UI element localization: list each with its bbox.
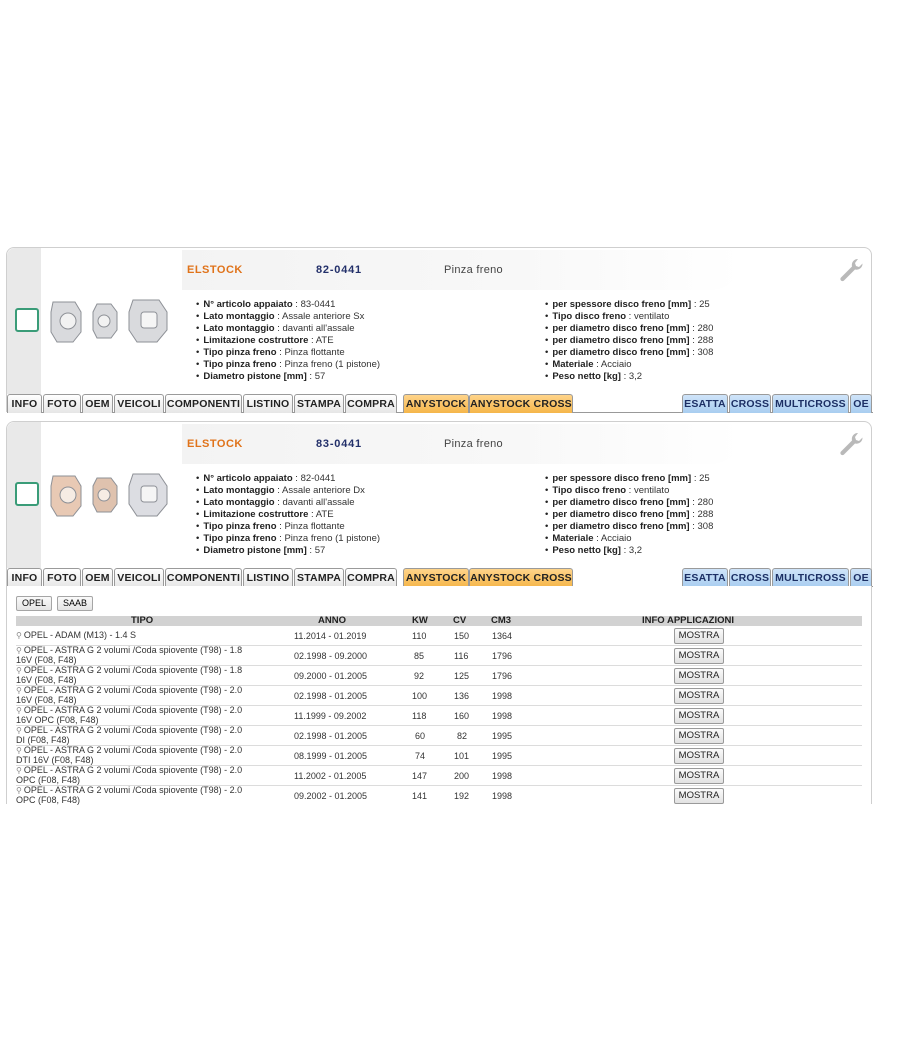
row-tipo: ⚲ OPEL - ASTRA G 2 volumi /Coda spiovente (T98) - 2.0 OPC (F08, F48) bbox=[16, 785, 243, 805]
search-icon: ⚲ bbox=[16, 646, 22, 655]
attribute-item: • Tipo pinza freno : Pinza freno (1 pistone) bbox=[196, 533, 380, 545]
row-cm3: 1998 bbox=[492, 691, 513, 701]
attribute-item: • Materiale : Acciaio bbox=[545, 359, 713, 371]
tab-compra[interactable]: COMPRA bbox=[345, 394, 397, 413]
row-kw: 110 bbox=[412, 631, 427, 641]
row-tipo: ⚲ OPEL - ASTRA G 2 volumi /Coda spiovente (T98) - 2.0 OPC (F08, F48) bbox=[16, 765, 243, 785]
row-cv: 116 bbox=[454, 651, 469, 661]
tab-cross[interactable]: CROSS bbox=[729, 568, 771, 587]
mostra-button[interactable]: MOSTRA bbox=[674, 728, 724, 744]
row-tipo: ⚲ OPEL - ASTRA G 2 volumi /Coda spiovente (T98) - 1.8 16V (F08, F48) bbox=[16, 665, 243, 685]
row-anno: 11.2014 - 01.2019 bbox=[294, 631, 367, 641]
row-cm3: 1796 bbox=[492, 651, 513, 661]
tab-oe[interactable]: OE bbox=[850, 394, 872, 413]
row-cm3: 1998 bbox=[492, 771, 513, 781]
search-icon: ⚲ bbox=[16, 766, 22, 775]
tab-componenti[interactable]: COMPONENTI bbox=[165, 394, 242, 413]
mostra-button[interactable]: MOSTRA bbox=[674, 708, 724, 724]
row-cv: 192 bbox=[454, 791, 470, 801]
row-kw: 100 bbox=[412, 691, 428, 701]
row-tipo: ⚲ OPEL - ASTRA G 2 volumi /Coda spiovente (T98) - 2.0 16V (F08, F48) bbox=[16, 685, 243, 705]
tab-multicross[interactable]: MULTICROSS bbox=[772, 394, 849, 413]
attribute-item: • Tipo pinza freno : Pinza flottante bbox=[196, 521, 380, 533]
article-card bbox=[6, 421, 872, 586]
attribute-item: • per spessore disco freno [mm] : 25 bbox=[545, 299, 713, 311]
search-icon: ⚲ bbox=[16, 666, 22, 675]
row-kw: 141 bbox=[412, 791, 428, 801]
brand-name[interactable]: ELSTOCK bbox=[187, 264, 243, 276]
mostra-button[interactable]: MOSTRA bbox=[674, 768, 724, 784]
attribute-item: • Lato montaggio : Assale anteriore Dx bbox=[196, 485, 380, 497]
attribute-item: • Tipo disco freno : ventilato bbox=[545, 485, 713, 497]
row-tipo: ⚲ OPEL - ASTRA G 2 volumi /Coda spiovente (T98) - 2.0 DI (F08, F48) bbox=[16, 725, 243, 745]
row-cm3: 1796 bbox=[492, 671, 513, 681]
article-description: Pinza freno bbox=[444, 438, 503, 450]
article-attributes-left bbox=[196, 299, 380, 383]
row-cv: 82 bbox=[457, 731, 468, 741]
search-icon: ⚲ bbox=[16, 686, 22, 695]
row-kw: 85 bbox=[414, 651, 425, 661]
wrench-icon[interactable] bbox=[837, 256, 865, 284]
attribute-item: • Lato montaggio : Assale anteriore Sx bbox=[196, 311, 380, 323]
attribute-item: • Limitazione costruttore : ATE bbox=[196, 335, 380, 347]
wrench-icon[interactable] bbox=[837, 430, 865, 458]
column-header-anno: ANNO bbox=[318, 615, 346, 626]
product-image[interactable] bbox=[49, 468, 173, 520]
row-cm3: 1998 bbox=[492, 791, 513, 801]
row-anno: 02.1998 - 09.2000 bbox=[294, 651, 368, 661]
table-row bbox=[16, 726, 862, 746]
tab-anystock-cross[interactable]: ANYSTOCK CROSS bbox=[469, 394, 573, 413]
search-icon: ⚲ bbox=[16, 631, 22, 640]
brand-name[interactable]: ELSTOCK bbox=[187, 438, 243, 450]
row-anno: 11.1999 - 09.2002 bbox=[294, 711, 367, 721]
article-tab-bar bbox=[7, 394, 873, 413]
row-tipo: ⚲ OPEL - ASTRA G 2 volumi /Coda spiovente (T98) - 2.0 16V OPC (F08, F48) bbox=[16, 705, 243, 725]
tab-stampa[interactable]: STAMPA bbox=[294, 568, 344, 587]
article-attributes-left bbox=[196, 473, 380, 557]
table-row bbox=[16, 746, 862, 766]
attribute-item: • Lato montaggio : davanti all'assale bbox=[196, 323, 380, 335]
mostra-button[interactable]: MOSTRA bbox=[674, 648, 724, 664]
table-row bbox=[16, 786, 862, 804]
mostra-button[interactable]: MOSTRA bbox=[674, 668, 724, 684]
tab-esatta[interactable]: ESATTA bbox=[682, 394, 728, 413]
make-filter-saab[interactable]: SAAB bbox=[57, 596, 93, 611]
attribute-item: • per diametro disco freno [mm] : 308 bbox=[545, 347, 713, 359]
row-tipo: ⚲ OPEL - ASTRA G 2 volumi /Coda spiovente (T98) - 2.0 DTI 16V (F08, F48) bbox=[16, 745, 243, 765]
table-row bbox=[16, 766, 862, 786]
tab-listino[interactable]: LISTINO bbox=[243, 394, 293, 413]
row-anno: 09.2000 - 01.2005 bbox=[294, 671, 368, 681]
row-kw: 74 bbox=[415, 751, 426, 761]
article-attributes-right bbox=[545, 299, 713, 383]
row-cv: 101 bbox=[454, 751, 470, 761]
attribute-item: • Diametro pistone [mm] : 57 bbox=[196, 545, 380, 557]
tab-foto[interactable]: FOTO bbox=[43, 394, 81, 413]
attribute-item: • per diametro disco freno [mm] : 280 bbox=[545, 323, 713, 335]
row-anno: 11.2002 - 01.2005 bbox=[294, 771, 367, 781]
attribute-item: • per diametro disco freno [mm] : 308 bbox=[545, 521, 713, 533]
row-tipo: ⚲ OPEL - ASTRA G 2 volumi /Coda spiovente (T98) - 1.8 16V (F08, F48) bbox=[16, 645, 243, 665]
select-article-checkbox[interactable] bbox=[15, 308, 39, 332]
row-cv: 136 bbox=[454, 691, 470, 701]
attribute-item: • per diametro disco freno [mm] : 280 bbox=[545, 497, 713, 509]
row-anno: 02.1998 - 01.2005 bbox=[294, 731, 368, 741]
row-cm3: 1364 bbox=[492, 631, 513, 641]
select-article-checkbox[interactable] bbox=[15, 482, 39, 506]
row-kw: 118 bbox=[412, 711, 427, 721]
attribute-item: • Diametro pistone [mm] : 57 bbox=[196, 371, 380, 383]
tab-multicross[interactable]: MULTICROSS bbox=[772, 568, 849, 587]
tab-cross[interactable]: CROSS bbox=[729, 394, 771, 413]
attribute-item: • N° articolo appaiato : 83-0441 bbox=[196, 299, 380, 311]
row-cm3: 1995 bbox=[492, 731, 513, 741]
article-attributes-right bbox=[545, 473, 713, 557]
attribute-item: • Tipo pinza freno : Pinza flottante bbox=[196, 347, 380, 359]
search-icon: ⚲ bbox=[16, 746, 22, 755]
tab-oem[interactable]: OEM bbox=[82, 394, 113, 413]
tab-oem[interactable]: OEM bbox=[82, 568, 113, 587]
attribute-item: • Lato montaggio : davanti all'assale bbox=[196, 497, 380, 509]
row-anno: 02.1998 - 01.2005 bbox=[294, 691, 368, 701]
row-anno: 08.1999 - 01.2005 bbox=[294, 751, 368, 761]
column-header-tipo: TIPO bbox=[131, 615, 154, 626]
tab-compra[interactable]: COMPRA bbox=[345, 568, 397, 587]
search-icon: ⚲ bbox=[16, 786, 22, 795]
row-kw: 60 bbox=[415, 731, 426, 741]
attribute-item: • Tipo disco freno : ventilato bbox=[545, 311, 713, 323]
row-cm3: 1998 bbox=[492, 711, 513, 721]
column-header-cv: CV bbox=[453, 615, 467, 626]
tab-anystock-cross[interactable]: ANYSTOCK CROSS bbox=[469, 568, 573, 587]
attribute-item: • Tipo pinza freno : Pinza freno (1 pistone) bbox=[196, 359, 380, 371]
mostra-button[interactable]: MOSTRA bbox=[674, 748, 724, 764]
make-filter-opel[interactable]: OPEL bbox=[16, 596, 52, 611]
tab-stampa[interactable]: STAMPA bbox=[294, 394, 344, 413]
applications-table-header bbox=[16, 616, 862, 626]
column-header-cm3: CM3 bbox=[491, 615, 512, 626]
tab-oe[interactable]: OE bbox=[850, 568, 872, 587]
mostra-button[interactable]: MOSTRA bbox=[674, 688, 724, 704]
search-icon: ⚲ bbox=[16, 726, 22, 735]
table-row bbox=[16, 626, 862, 646]
article-description: Pinza freno bbox=[444, 264, 503, 276]
attribute-item: • per diametro disco freno [mm] : 288 bbox=[545, 509, 713, 521]
attribute-item: • Limitazione costruttore : ATE bbox=[196, 509, 380, 521]
tab-info[interactable]: INFO bbox=[7, 568, 42, 587]
article-number[interactable]: 83-0441 bbox=[316, 438, 362, 450]
table-row bbox=[16, 666, 862, 686]
attribute-item: • Peso netto [kg] : 3,2 bbox=[545, 371, 713, 383]
row-cv: 125 bbox=[454, 671, 470, 681]
tab-veicoli[interactable]: VEICOLI bbox=[114, 394, 164, 413]
article-number[interactable]: 82-0441 bbox=[316, 264, 362, 276]
tab-esatta[interactable]: ESATTA bbox=[682, 568, 728, 587]
attribute-item: • Peso netto [kg] : 3,2 bbox=[545, 545, 713, 557]
row-cv: 200 bbox=[454, 771, 470, 781]
attribute-item: • Materiale : Acciaio bbox=[545, 533, 713, 545]
tab-foto[interactable]: FOTO bbox=[43, 568, 81, 587]
mostra-button[interactable]: MOSTRA bbox=[674, 788, 724, 804]
tab-veicoli[interactable]: VEICOLI bbox=[114, 568, 164, 587]
table-row bbox=[16, 646, 862, 666]
column-header-info-applicazioni: INFO APPLICAZIONI bbox=[642, 615, 735, 626]
table-row bbox=[16, 706, 862, 726]
tab-info[interactable]: INFO bbox=[7, 394, 42, 413]
tab-componenti[interactable]: COMPONENTI bbox=[165, 568, 242, 587]
article-card bbox=[6, 247, 872, 412]
column-header-kw: KW bbox=[412, 615, 428, 626]
row-cm3: 1995 bbox=[492, 751, 513, 761]
row-cv: 160 bbox=[454, 711, 470, 721]
article-tab-bar bbox=[7, 568, 873, 587]
tab-anystock[interactable]: ANYSTOCK bbox=[403, 568, 469, 587]
applications-panel bbox=[6, 586, 872, 804]
tab-listino[interactable]: LISTINO bbox=[243, 568, 293, 587]
table-row bbox=[16, 686, 862, 706]
row-kw: 147 bbox=[412, 771, 428, 781]
mostra-button[interactable]: MOSTRA bbox=[674, 628, 724, 644]
tab-anystock[interactable]: ANYSTOCK bbox=[403, 394, 469, 413]
attribute-item: • per spessore disco freno [mm] : 25 bbox=[545, 473, 713, 485]
search-icon: ⚲ bbox=[16, 706, 22, 715]
row-anno: 09.2002 - 01.2005 bbox=[294, 791, 368, 801]
row-tipo: ⚲ OPEL - ADAM (M13) - 1.4 S bbox=[16, 630, 137, 640]
attribute-item: • N° articolo appaiato : 82-0441 bbox=[196, 473, 380, 485]
attribute-item: • per diametro disco freno [mm] : 288 bbox=[545, 335, 713, 347]
product-image[interactable] bbox=[49, 294, 173, 346]
row-kw: 92 bbox=[414, 671, 425, 681]
row-cv: 150 bbox=[454, 631, 470, 641]
